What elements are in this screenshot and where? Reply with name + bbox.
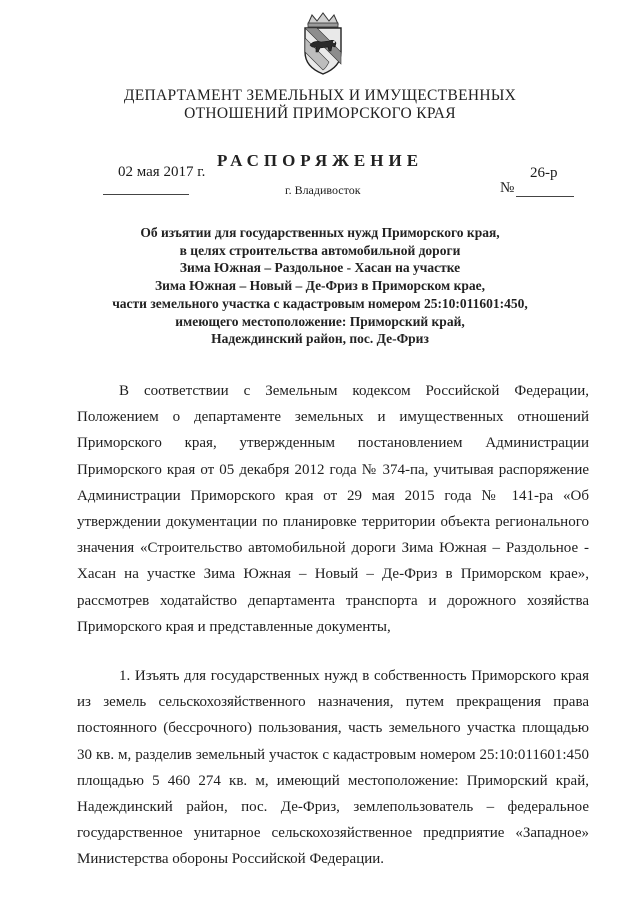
subject-line: Надеждинский район, пос. Де-Фриз [211, 331, 429, 347]
document-type-title: РАСПОРЯЖЕНИЕ [216, 151, 424, 170]
subject-line: Зима Южная – Раздольное - Хасан на участке [179, 260, 461, 276]
subject-line: в целях строительства автомобильной дороги [179, 242, 461, 258]
department-name-line2: ОТНОШЕНИЙ ПРИМОРСКОГО КРАЯ [184, 105, 456, 122]
department-name-line1: ДЕПАРТАМЕНТ ЗЕМЕЛЬНЫХ И ИМУЩЕСТВЕННЫХ [123, 87, 517, 104]
subject-line: Об изъятии для государственных нужд Приморского края, [140, 225, 500, 240]
subject-line: части земельного участка с кадастровым номером 25:10:011601:450, [112, 295, 528, 311]
order-item-1-paragraph: 1. Изъять для государственных нужд в собственность Приморского края из земель сельскохозяйственного назначения, путем прекращения права постоянного (бессрочного) пользования, часть земельного участка площадью 30 кв. м, разделив земельный участок с кадастровым номером 25:10:011601:450 площадью 5 460 274 кв. м, имеющий местоположение: Приморский край, Надеждинский район, пос. Де-Фриз, землепользователь – федеральное государственное унитарное сельскохозяйственное предприятие «Западное» Министерства обороны Российской Федерации. [77, 668, 589, 868]
subject-line: имеющего местоположение: Приморский край, [175, 313, 465, 329]
date-underline [103, 194, 189, 195]
subject-line: Зима Южная – Новый – Де-Фриз в Приморском крае, [154, 278, 486, 294]
number-underline [516, 196, 574, 197]
order-number: 26-р [530, 165, 558, 181]
order-subject [80, 224, 560, 348]
order-city: г. Владивосток [285, 183, 361, 197]
primorsky-krai-coat-of-arms-icon [296, 12, 350, 76]
order-date: 02 мая 2017 г. [118, 164, 206, 180]
preamble-paragraph: В соответствии с Земельным кодексом Российской Федерации, Положением о департаменте земельных и имущественных отношений Приморского края, утвержденным постановлением Администрации Приморского края от 05 декабря 2012 года № 374-па, учитывая распоряжение Администрации Приморского края от 29 мая 2015 года № 141-ра «Об утверждении документации по планировке территории объекта регионального значения «Строительство автомобильной дороги Зима Южная – Раздольное - Хасан на участке Зима Южная – Новый – Де-Фриз в Приморском крае», рассмотрев ходатайство департамента транспорта и дорожного хозяйства Приморского края и представленные документы, [77, 383, 589, 635]
order-number-label: № [500, 180, 515, 196]
